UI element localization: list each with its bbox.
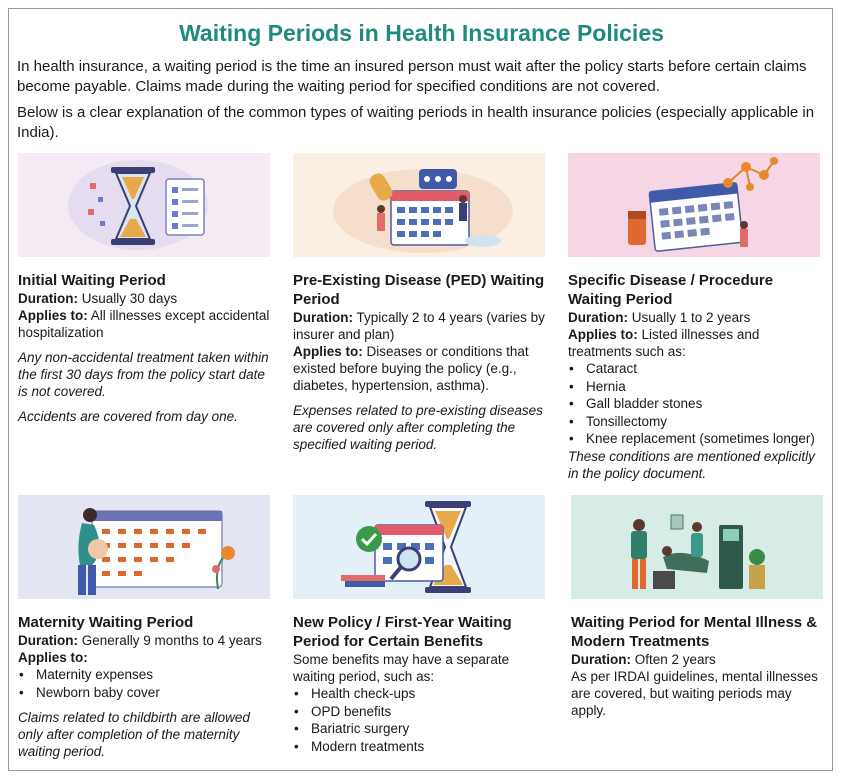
card-note: Expenses related to pre-existing diseases are covered only after completing the specified waiting period.: [293, 403, 543, 452]
applies-label: Applies to:: [18, 308, 88, 323]
calendar-pills-illustration: [293, 153, 545, 257]
applies-value: All illnesses except accidental hospitalization: [18, 308, 270, 340]
duration-label: Duration:: [568, 310, 628, 325]
card-specific-disease: [568, 153, 824, 482]
applies-value: Listed illnesses and treatments such as:: [568, 327, 760, 359]
list-item: • Modern treatments: [293, 738, 549, 756]
card-new-policy: [293, 495, 549, 755]
list-item: • OPD benefits: [293, 703, 549, 721]
condition-list: [568, 360, 824, 448]
applies-label: Applies to:: [568, 327, 638, 342]
card-maternity: [18, 495, 274, 760]
duration-value: Often 2 years: [634, 652, 716, 667]
duration-value: Typically 2 to 4 years (varies by insurer and plan): [293, 310, 545, 342]
card-heading: Pre-Existing Disease (PED) Waiting Period: [293, 272, 545, 308]
card-text: Some benefits may have a separate waiting period, such as:: [293, 652, 510, 684]
list-item: • Gall bladder stones: [568, 395, 824, 413]
calendar-hourglass-illustration: [293, 495, 545, 599]
benefits-list: [293, 685, 549, 755]
card-heading: Waiting Period for Mental Illness & Modern Treatments: [571, 614, 818, 650]
page-title: Waiting Periods in Health Insurance Policies: [179, 20, 664, 46]
card-note: Accidents are covered from day one.: [18, 409, 238, 424]
card-heading: New Policy / First-Year Waiting Period for Certain Benefits: [293, 614, 512, 650]
card-heading: Maternity Waiting Period: [18, 614, 194, 631]
duration-value: Usually 1 to 2 years: [631, 310, 751, 325]
list-item: • Knee replacement (sometimes longer): [568, 430, 824, 448]
list-item: • Hernia: [568, 378, 824, 396]
therapy-clinic-illustration: [571, 495, 823, 599]
card-mental-illness: [571, 495, 827, 719]
list-item: • Newborn baby cover: [18, 684, 274, 702]
applies-label: Applies to:: [18, 650, 88, 665]
card-heading: Specific Disease / Procedure Waiting Period: [568, 272, 774, 308]
pregnant-woman-calendar-illustration: [18, 495, 270, 599]
card-note: These conditions are mentioned explicitly in the policy document.: [568, 448, 815, 481]
applies-label: Applies to:: [293, 344, 363, 359]
card-heading: Initial Waiting Period: [18, 272, 166, 289]
list-item: • Bariatric surgery: [293, 720, 549, 738]
duration-label: Duration:: [18, 291, 78, 306]
calendar-molecule-illustration: [568, 153, 820, 257]
applies-value: Diseases or conditions that existed before buying the policy (e.g., diabetes, hypertension, asthma).: [293, 344, 529, 393]
card-initial-waiting-period: [18, 153, 274, 425]
intro-paragraph-1: In health insurance, a waiting period is the time an insured person must wait after the policy starts before certain claims become payable. Claims made during the waiting period for specified conditions are not covered.: [17, 58, 807, 95]
list-item: • Cataract: [568, 360, 824, 378]
duration-value: Usually 30 days: [81, 291, 178, 306]
list-item: • Tonsillectomy: [568, 413, 824, 431]
card-text: As per IRDAI guidelines, mental illnesses are covered, but waiting periods may apply.: [571, 669, 818, 718]
duration-label: Duration:: [571, 652, 631, 667]
list-item: • Health check-ups: [293, 685, 549, 703]
card-pre-existing-disease: [293, 153, 549, 453]
card-note: Any non-accidental treatment taken within the first 30 days from the policy start date is not covered.: [18, 350, 269, 399]
maternity-list: [18, 666, 274, 701]
duration-label: Duration:: [18, 633, 78, 648]
duration-label: Duration:: [293, 310, 353, 325]
list-item: • Maternity expenses: [18, 666, 274, 684]
card-note: Claims related to childbirth are allowed only after completion of the maternity waiting period.: [18, 710, 250, 759]
duration-value: Generally 9 months to 4 years: [81, 633, 262, 648]
hourglass-checklist-illustration: [18, 153, 270, 257]
intro-paragraph-2: Below is a clear explanation of the common types of waiting periods in health insurance policies (especially applicable in India).: [17, 104, 815, 141]
